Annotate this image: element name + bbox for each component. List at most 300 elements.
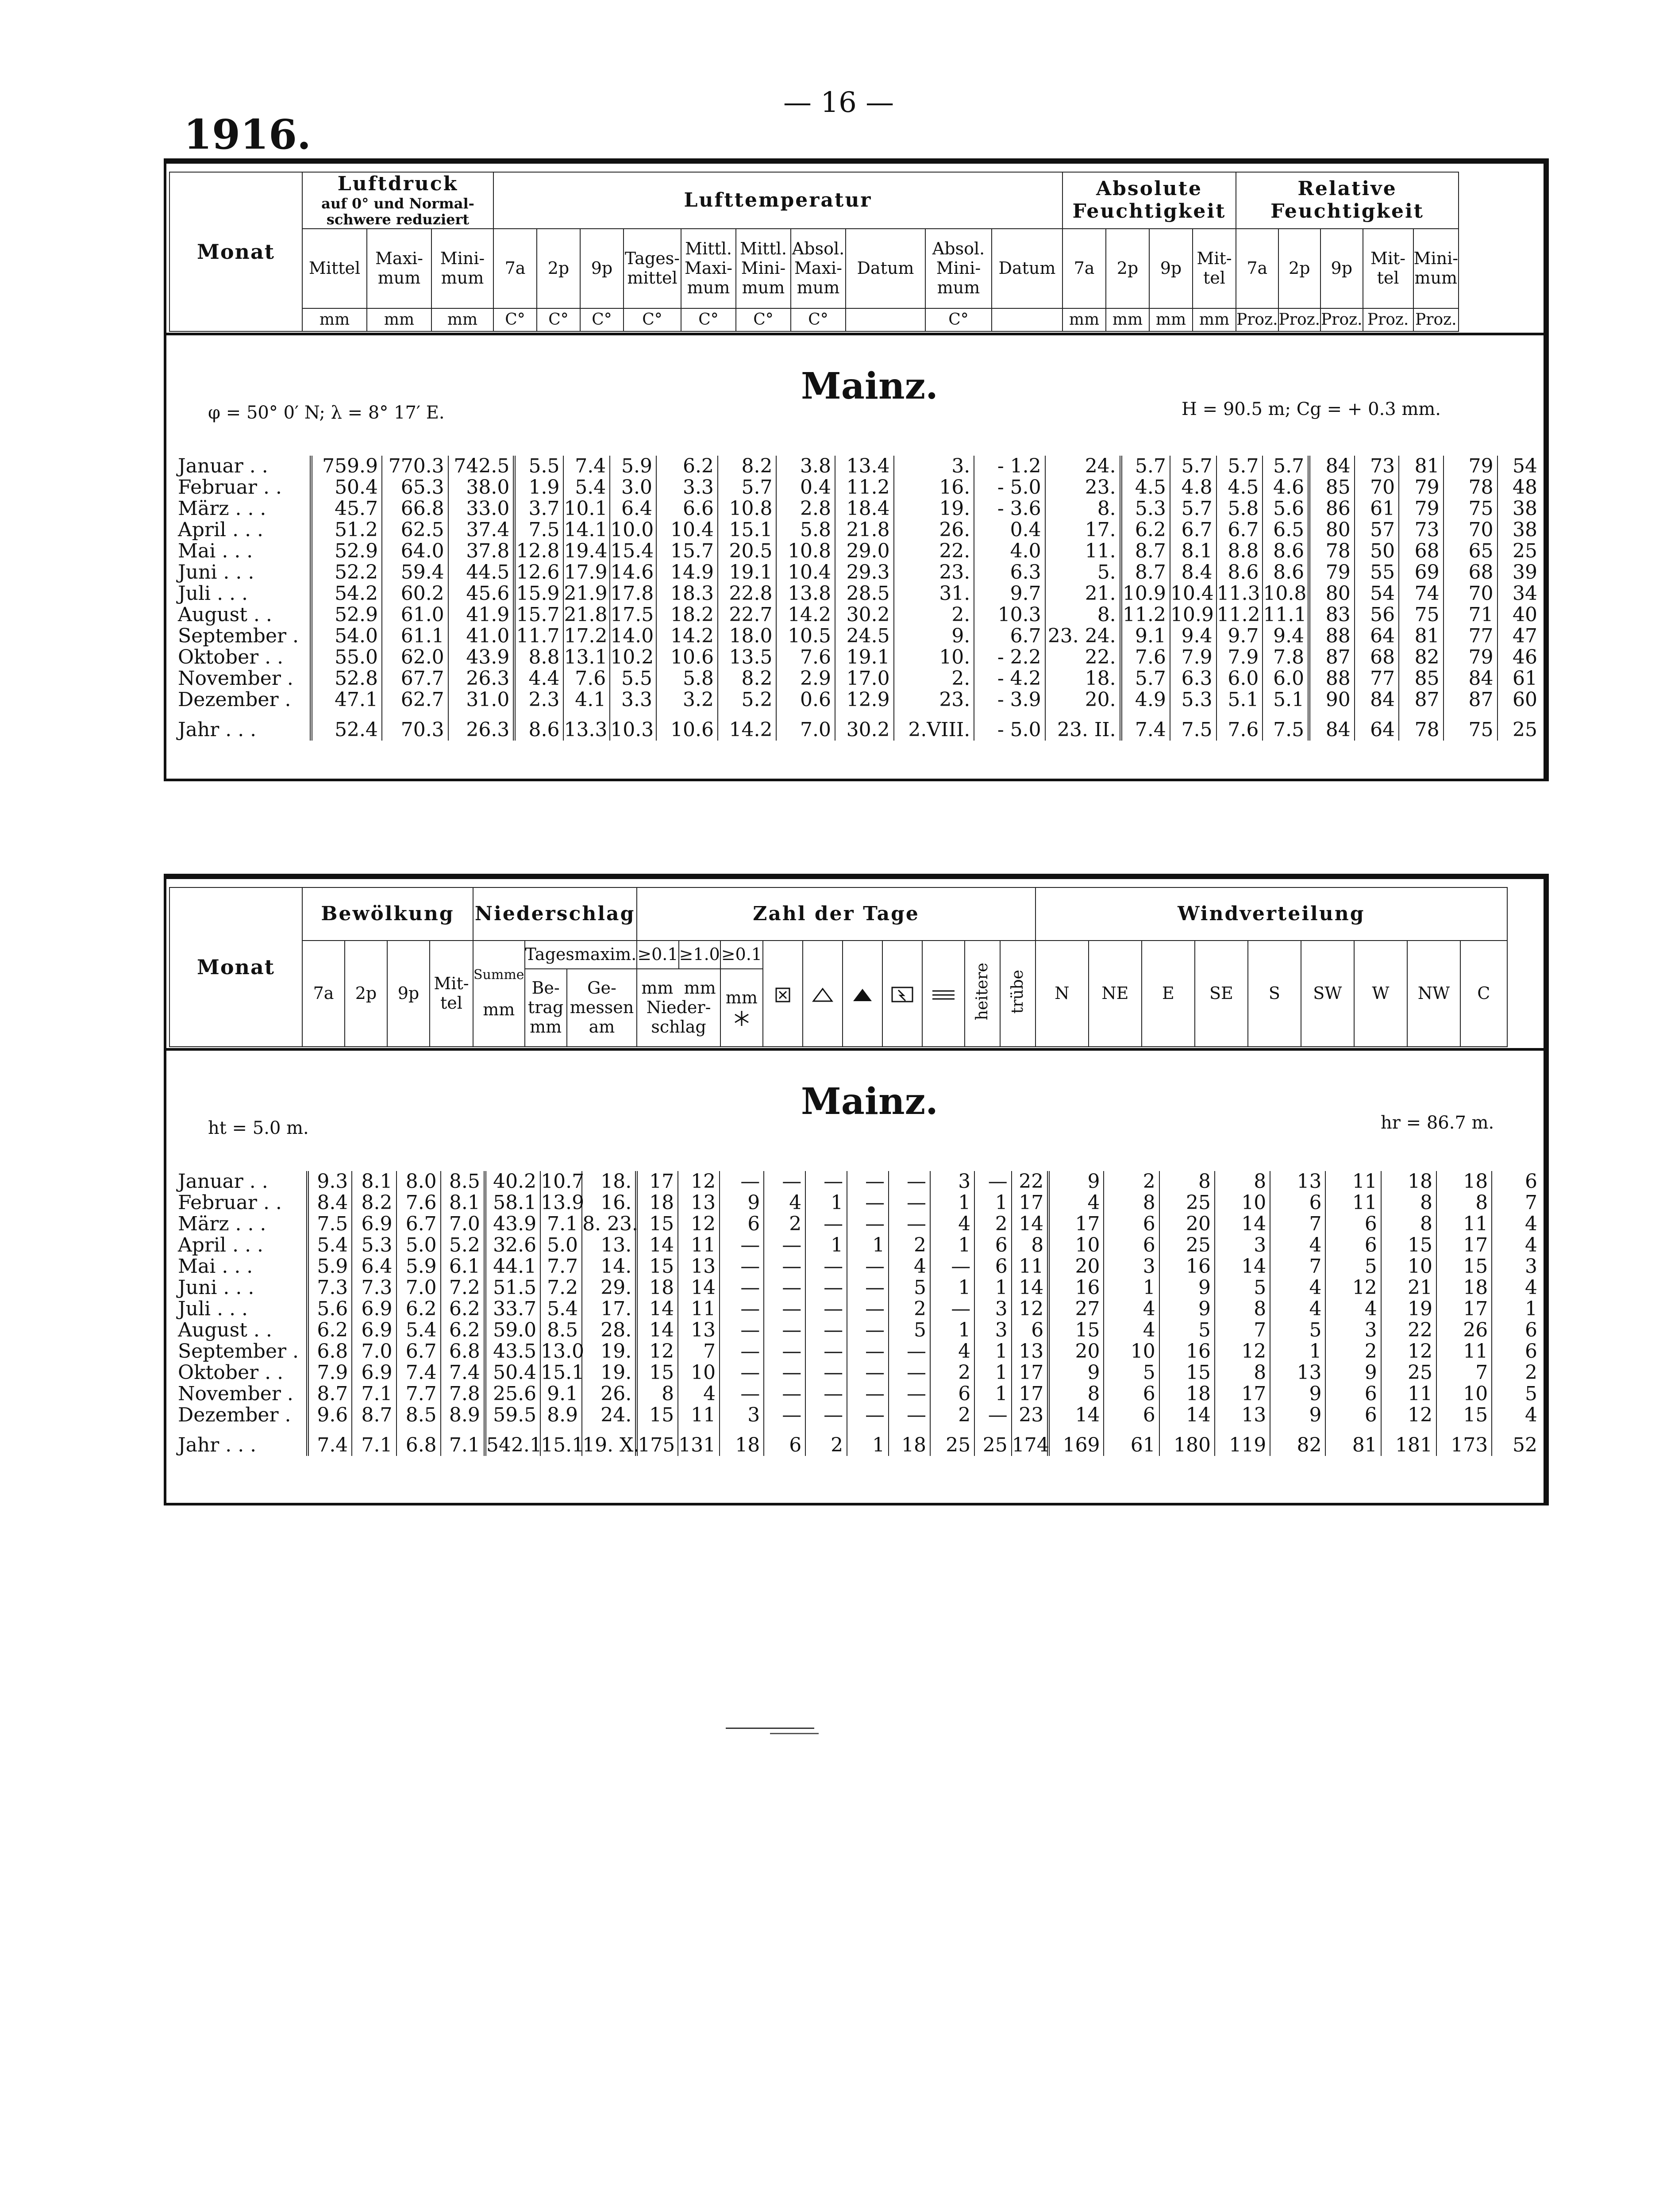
- climate-table-2: [164, 874, 1549, 1505]
- unit: C°: [925, 308, 992, 331]
- cell-value: —: [805, 1362, 847, 1383]
- unit: [846, 308, 925, 331]
- cell-value: 2: [805, 1426, 847, 1456]
- cell-value: 8: [1012, 1235, 1049, 1256]
- cell-value: 26.: [894, 519, 974, 541]
- cell-value: 6.8: [397, 1426, 441, 1456]
- luftdruck-title: Luftdruck: [337, 172, 458, 195]
- cell-value: 10.6: [656, 647, 718, 668]
- cell-value: 3: [1492, 1256, 1541, 1277]
- cell-value: 19.: [582, 1362, 636, 1383]
- cell-value: 5: [1215, 1277, 1270, 1298]
- hail-triangle-icon: [803, 941, 843, 1047]
- cell-value: 119: [1215, 1426, 1270, 1456]
- cell-value: 10.8: [1263, 583, 1309, 604]
- cell-value: 7.7: [540, 1256, 582, 1277]
- cell-value: 5.7: [1121, 668, 1170, 689]
- heitere-header: [965, 941, 1000, 1047]
- cell-value: 3: [974, 1320, 1012, 1341]
- cell-value: 6: [1492, 1320, 1541, 1341]
- cell-value: 15: [1436, 1256, 1492, 1277]
- cell-value: 23. 24.: [1045, 626, 1121, 647]
- cell-value: 10.1: [563, 498, 610, 519]
- table-row: [169, 1235, 1541, 1256]
- cell-value: 5.4: [308, 1235, 352, 1256]
- zahl-der-tage-group: Zahl der Tage: [637, 887, 1036, 941]
- threshold-header: ≥1.0: [679, 941, 720, 969]
- cell-value: 15: [636, 1405, 678, 1426]
- cell-value: 84: [1309, 456, 1355, 477]
- cell-value: 1: [1270, 1341, 1325, 1362]
- table-row: [169, 541, 1541, 562]
- cell-value: —: [889, 1341, 930, 1362]
- cell-value: 22.: [894, 541, 974, 562]
- cell-value: 8: [636, 1383, 678, 1405]
- unit: Proz.: [1413, 308, 1459, 331]
- cell-value: 8: [1159, 1171, 1215, 1192]
- cell-value: 75: [1399, 604, 1443, 626]
- cell-value: 6.5: [1263, 519, 1309, 541]
- cell-value: 14.2: [656, 626, 718, 647]
- cell-value: 67.7: [382, 668, 448, 689]
- cell-value: 4: [1492, 1235, 1541, 1256]
- cell-value: 4: [764, 1192, 805, 1214]
- cell-value: 57: [1355, 519, 1399, 541]
- cell-value: 7.6: [1216, 710, 1263, 741]
- cell-value: 26: [1436, 1320, 1492, 1341]
- month-label: Dezember .: [178, 1404, 291, 1426]
- cell-value: 5.7: [1170, 456, 1216, 477]
- cell-value: 24.: [582, 1405, 636, 1426]
- cell-value: —: [805, 1341, 847, 1362]
- cell-value: 13: [678, 1320, 720, 1341]
- cell-value: 19.4: [563, 541, 610, 562]
- betrag-header: [525, 969, 567, 1047]
- unit: C°: [791, 308, 846, 331]
- wind-col: S: [1248, 941, 1301, 1047]
- cell-value: 5: [1159, 1320, 1215, 1341]
- cell-value: 8.9: [540, 1405, 582, 1426]
- cell-value: 78: [1309, 541, 1355, 562]
- cell-value: 5.4: [397, 1320, 441, 1341]
- cell-value: 18: [1381, 1171, 1436, 1192]
- cell-value: 34: [1497, 583, 1541, 604]
- cell-value: 759.9: [311, 456, 382, 477]
- table1-header: [169, 172, 1459, 332]
- unit: mm: [1193, 308, 1236, 331]
- cell-value: 3.3: [656, 477, 718, 498]
- cell-value: 19.1: [835, 647, 894, 668]
- cell-value: 15: [636, 1256, 678, 1277]
- cell-value: 8.7: [308, 1383, 352, 1405]
- cell-value: 8.6: [1263, 562, 1309, 583]
- cell-value: 75: [1444, 710, 1497, 741]
- cell-value: 770.3: [382, 456, 448, 477]
- cell-value: 1: [974, 1277, 1012, 1298]
- cell-value: 55.0: [311, 647, 382, 668]
- cell-value: 73: [1355, 456, 1399, 477]
- cell-value: 33.0: [448, 498, 515, 519]
- table2-header: [169, 887, 1508, 1047]
- cell-value: 12.8: [514, 541, 563, 562]
- cell-value: 7.5: [1263, 710, 1309, 741]
- cell-value: 65.3: [382, 477, 448, 498]
- cell-value: 56: [1355, 604, 1399, 626]
- cell-value: 14: [1012, 1277, 1049, 1298]
- cell-value: 5.2: [718, 689, 777, 710]
- cell-value: 8.1: [352, 1171, 396, 1192]
- unit: Proz.: [1278, 308, 1321, 331]
- col-header: Mittl. Maxi-mum: [681, 229, 736, 308]
- cell-value: —: [805, 1214, 847, 1235]
- cell-value: 18.: [582, 1171, 636, 1192]
- cell-value: 13.3: [563, 710, 610, 741]
- cell-value: 4: [930, 1341, 974, 1362]
- cell-value: 14: [636, 1298, 678, 1320]
- col-header: 9p: [1149, 229, 1193, 308]
- cell-value: 5: [889, 1277, 930, 1298]
- cell-value: —: [764, 1320, 805, 1341]
- cell-value: 8: [1104, 1192, 1159, 1214]
- cell-value: 41.9: [448, 604, 515, 626]
- cell-value: 6: [1325, 1235, 1381, 1256]
- cell-value: 10.4: [656, 519, 718, 541]
- t1-col-header-row: [169, 229, 1459, 308]
- cell-value: 18: [636, 1277, 678, 1298]
- cell-value: 8.6: [1263, 541, 1309, 562]
- cell-value: 13.8: [776, 583, 835, 604]
- cell-value: 21.: [1045, 583, 1121, 604]
- cell-value: 8.2: [718, 456, 777, 477]
- cell-value: 17.5: [610, 604, 656, 626]
- cell-value: 7.7: [397, 1383, 441, 1405]
- unit: Proz.: [1320, 308, 1363, 331]
- cell-value: 5: [889, 1320, 930, 1341]
- cell-value: 58.1: [485, 1192, 540, 1214]
- cell-value: 44.5: [448, 562, 515, 583]
- cell-value: 4: [1492, 1214, 1541, 1235]
- cell-value: 39: [1497, 562, 1541, 583]
- cell-value: 6.8: [441, 1341, 485, 1362]
- cell-value: 11.: [1045, 541, 1121, 562]
- cell-value: 13.0: [541, 1340, 585, 1363]
- cell-value: 15: [1436, 1405, 1492, 1426]
- cell-value: —: [720, 1362, 764, 1383]
- unit: C°: [681, 308, 736, 331]
- cell-value: 70.3: [382, 710, 448, 741]
- cell-value: 25: [930, 1426, 974, 1456]
- cell-value: 22.: [1045, 647, 1121, 668]
- unit-mm: mm: [725, 987, 758, 1007]
- cell-value: - 5.0: [974, 710, 1045, 741]
- cell-value: —: [805, 1320, 847, 1341]
- col-header: Mittl. Mini-mum: [736, 229, 791, 308]
- cell-value: —: [764, 1277, 805, 1298]
- cell-value: 10.5: [776, 626, 835, 647]
- cell-value: 18: [1159, 1383, 1215, 1405]
- col-header: 7a: [1062, 229, 1106, 308]
- col-header: 7a: [493, 229, 537, 308]
- col-header: 2p: [1278, 229, 1321, 308]
- month-label: November .: [178, 1382, 293, 1405]
- cell-value: 5.1: [1263, 689, 1309, 710]
- cell-value: 4: [1048, 1192, 1104, 1214]
- cell-value: 7.4: [1121, 710, 1170, 741]
- cell-value: 26.3: [448, 710, 515, 741]
- cell-value: 19. X.: [582, 1426, 636, 1456]
- cell-value: 87: [1444, 689, 1497, 710]
- cell-value: 7.2: [441, 1277, 485, 1298]
- cell-value: 6.7: [1216, 519, 1263, 541]
- cell-value: 37.8: [448, 541, 515, 562]
- cell-value: 19.1: [718, 562, 777, 583]
- tagesmaxim-header: Tagesmaxim.: [525, 941, 637, 969]
- col-header: 2p: [1106, 229, 1149, 308]
- cell-value: 3: [930, 1171, 974, 1192]
- cell-value: 6.2: [441, 1298, 485, 1320]
- cell-value: 2.VIII.: [894, 710, 974, 741]
- cell-value: 14.0: [610, 626, 656, 647]
- cell-value: 38: [1497, 498, 1541, 519]
- cell-value: —: [764, 1235, 805, 1256]
- cell-value: —: [764, 1362, 805, 1383]
- cell-value: 43.5: [485, 1341, 540, 1362]
- col-header: Datum: [992, 229, 1062, 308]
- unit-mm: mm: [684, 978, 716, 998]
- cell-value: —: [889, 1171, 930, 1192]
- cell-value: 7: [1492, 1192, 1541, 1214]
- cell-value: 22: [1012, 1171, 1049, 1192]
- cell-value: 8.6: [514, 710, 563, 741]
- cell-value: 1: [805, 1192, 847, 1214]
- thunder-icon: [882, 941, 922, 1047]
- cell-value: 14.2: [718, 710, 777, 741]
- table-row: [169, 1362, 1541, 1383]
- cell-value: 80: [1309, 519, 1355, 541]
- cell-value: 9.3: [308, 1171, 352, 1192]
- unit: mm: [1149, 308, 1193, 331]
- cell-value: 21.8: [835, 519, 894, 541]
- cell-value: 5.0: [540, 1235, 582, 1256]
- cell-value: 6.4: [610, 498, 656, 519]
- cell-value: 6: [1012, 1320, 1049, 1341]
- cell-value: 12: [1381, 1405, 1436, 1426]
- cell-value: 7.5: [308, 1214, 352, 1235]
- cell-value: 5: [1325, 1256, 1381, 1277]
- cell-value: 7: [1270, 1214, 1325, 1235]
- col-header: 2p: [537, 229, 580, 308]
- cell-value: 14: [636, 1235, 678, 1256]
- cell-value: 79: [1399, 498, 1443, 519]
- col-header: Mit-tel: [1363, 229, 1413, 308]
- cell-value: 16: [1159, 1341, 1215, 1362]
- cell-value: —: [847, 1277, 889, 1298]
- cell-value: 79: [1309, 562, 1355, 583]
- cell-value: 9: [1048, 1171, 1104, 1192]
- cell-value: 52.9: [311, 604, 382, 626]
- cell-value: 2: [889, 1298, 930, 1320]
- jahr-row: [169, 710, 1541, 741]
- cell-value: 19.: [894, 498, 974, 519]
- cell-value: 59.0: [485, 1320, 540, 1341]
- month-label: Jahr . . .: [178, 1434, 257, 1456]
- month-label: Jahr . . .: [178, 718, 257, 741]
- cell-value: 33.7: [485, 1298, 540, 1320]
- month-label: Juli . . .: [178, 582, 248, 605]
- cell-value: 6.2: [397, 1298, 441, 1320]
- cell-value: 18.3: [656, 583, 718, 604]
- cell-value: 9.1: [540, 1383, 582, 1405]
- cell-value: —: [764, 1405, 805, 1426]
- cell-value: 41.0: [448, 626, 515, 647]
- cell-value: 18: [1436, 1277, 1492, 1298]
- col-header: Mit-tel: [1193, 229, 1236, 308]
- cell-value: 30.2: [835, 710, 894, 741]
- month-label: Oktober . .: [178, 646, 284, 668]
- cell-value: 2.: [894, 604, 974, 626]
- niederschlag-label: Nieder-schlag: [646, 998, 711, 1037]
- cell-value: 11: [1436, 1214, 1492, 1235]
- cell-value: 5.1: [1216, 689, 1263, 710]
- cell-value: 3: [1215, 1235, 1270, 1256]
- wind-col: NW: [1407, 941, 1460, 1047]
- cell-value: 40: [1497, 604, 1541, 626]
- cell-value: 16: [1159, 1256, 1215, 1277]
- cell-value: 60.2: [382, 583, 448, 604]
- cell-value: 17.9: [563, 562, 610, 583]
- cell-value: —: [764, 1171, 805, 1192]
- cell-value: 11.3: [1216, 583, 1263, 604]
- cell-value: 11.1: [1263, 604, 1309, 626]
- cell-value: 2: [889, 1235, 930, 1256]
- cell-value: 81: [1399, 626, 1443, 647]
- cell-value: 542.1: [485, 1426, 540, 1456]
- cell-value: 6.9: [352, 1214, 396, 1235]
- cell-value: 5.3: [352, 1235, 396, 1256]
- cell-value: 8.1: [441, 1192, 485, 1214]
- cell-value: 1: [974, 1192, 1012, 1214]
- cell-value: 46: [1497, 647, 1541, 668]
- cell-value: 11.2: [1121, 604, 1170, 626]
- cell-value: 37.4: [448, 519, 515, 541]
- cell-value: 48: [1497, 477, 1541, 498]
- cell-value: 7.1: [540, 1214, 582, 1235]
- wind-col: SE: [1195, 941, 1248, 1047]
- cell-value: 6: [1492, 1171, 1541, 1192]
- cell-value: 2: [1325, 1341, 1381, 1362]
- cell-value: 32.6: [485, 1235, 540, 1256]
- station-name-2: Mainz.: [801, 1080, 938, 1123]
- cell-value: 14: [1215, 1214, 1270, 1235]
- cell-value: 4: [1270, 1298, 1325, 1320]
- cell-value: 4.4: [514, 668, 563, 689]
- cell-value: 7.5: [514, 519, 563, 541]
- cell-value: 5.8: [656, 668, 718, 689]
- cell-value: 7.9: [1216, 647, 1263, 668]
- col-header: Datum: [846, 229, 925, 308]
- cell-value: 10.9: [1170, 604, 1216, 626]
- cell-value: 51.5: [485, 1277, 540, 1298]
- truebe-label: trübe: [1009, 969, 1027, 1014]
- cell-value: —: [805, 1383, 847, 1405]
- table-row: [169, 1214, 1541, 1235]
- cell-value: 45.6: [448, 583, 515, 604]
- cell-value: 6.1: [441, 1256, 485, 1277]
- cell-value: 7.8: [441, 1383, 485, 1405]
- cell-value: 4.0: [974, 541, 1045, 562]
- cell-value: 10.2: [610, 647, 656, 668]
- cell-value: 55: [1355, 562, 1399, 583]
- cell-value: 8.7: [1121, 562, 1170, 583]
- cell-value: —: [720, 1277, 764, 1298]
- cell-value: 61: [1355, 498, 1399, 519]
- cell-value: 8.6: [1216, 562, 1263, 583]
- absolute-feuchtigkeit-group: Absolute Feuchtigkeit: [1062, 172, 1236, 229]
- col-header: 9p: [1320, 229, 1363, 308]
- cell-value: —: [720, 1171, 764, 1192]
- cell-value: 6.0: [1216, 668, 1263, 689]
- col-header: 7a: [1236, 229, 1278, 308]
- cell-value: 6: [1325, 1405, 1381, 1426]
- cell-value: 9: [1048, 1362, 1104, 1383]
- cell-value: 52.8: [311, 668, 382, 689]
- cell-value: 8.5: [441, 1171, 485, 1192]
- cell-value: 20.: [1045, 689, 1121, 710]
- cell-value: 9: [1159, 1298, 1215, 1320]
- table-row: [169, 1320, 1541, 1341]
- cell-value: 7.6: [776, 647, 835, 668]
- cell-value: —: [764, 1298, 805, 1320]
- cell-value: 14.: [582, 1256, 636, 1277]
- cell-value: 9: [720, 1192, 764, 1214]
- cell-value: 17: [636, 1171, 678, 1192]
- summe-header: [473, 941, 525, 1047]
- cell-value: 54.2: [311, 583, 382, 604]
- cell-value: 31.: [894, 583, 974, 604]
- cell-value: 5.5: [514, 456, 563, 477]
- cell-value: 70: [1355, 477, 1399, 498]
- table2-body: [169, 1171, 1541, 1456]
- unit-mm: mm: [483, 1000, 515, 1020]
- cell-value: 6: [1104, 1405, 1159, 1426]
- cell-value: 8.2: [352, 1192, 396, 1214]
- cell-value: 5: [1492, 1383, 1541, 1405]
- month-label: April . . .: [178, 518, 264, 541]
- cell-value: 87: [1309, 647, 1355, 668]
- lufttemperatur-group: Lufttemperatur: [493, 172, 1062, 229]
- cell-value: 17.0: [835, 668, 894, 689]
- jahr-row: [169, 1426, 1541, 1456]
- col-header: Mit-tel: [430, 941, 473, 1047]
- cell-value: 14: [636, 1320, 678, 1341]
- cell-value: 5.9: [610, 456, 656, 477]
- luftdruck-subtitle: auf 0° und Normal-schwere reduziert: [321, 195, 474, 228]
- cell-value: 16.: [582, 1192, 636, 1214]
- cell-value: 3.7: [514, 498, 563, 519]
- cell-value: 8.8: [1216, 541, 1263, 562]
- table-row: [169, 1405, 1541, 1426]
- cell-value: 8: [1215, 1298, 1270, 1320]
- cell-value: 13: [678, 1192, 720, 1214]
- cell-value: 7.0: [441, 1214, 485, 1235]
- unit: mm: [1106, 308, 1149, 331]
- cell-value: 23: [1012, 1405, 1049, 1426]
- cell-value: 7.2: [540, 1277, 582, 1298]
- cell-value: 14: [1215, 1256, 1270, 1277]
- cell-value: —: [764, 1256, 805, 1277]
- cell-value: —: [974, 1171, 1012, 1192]
- cell-value: 5.7: [1170, 498, 1216, 519]
